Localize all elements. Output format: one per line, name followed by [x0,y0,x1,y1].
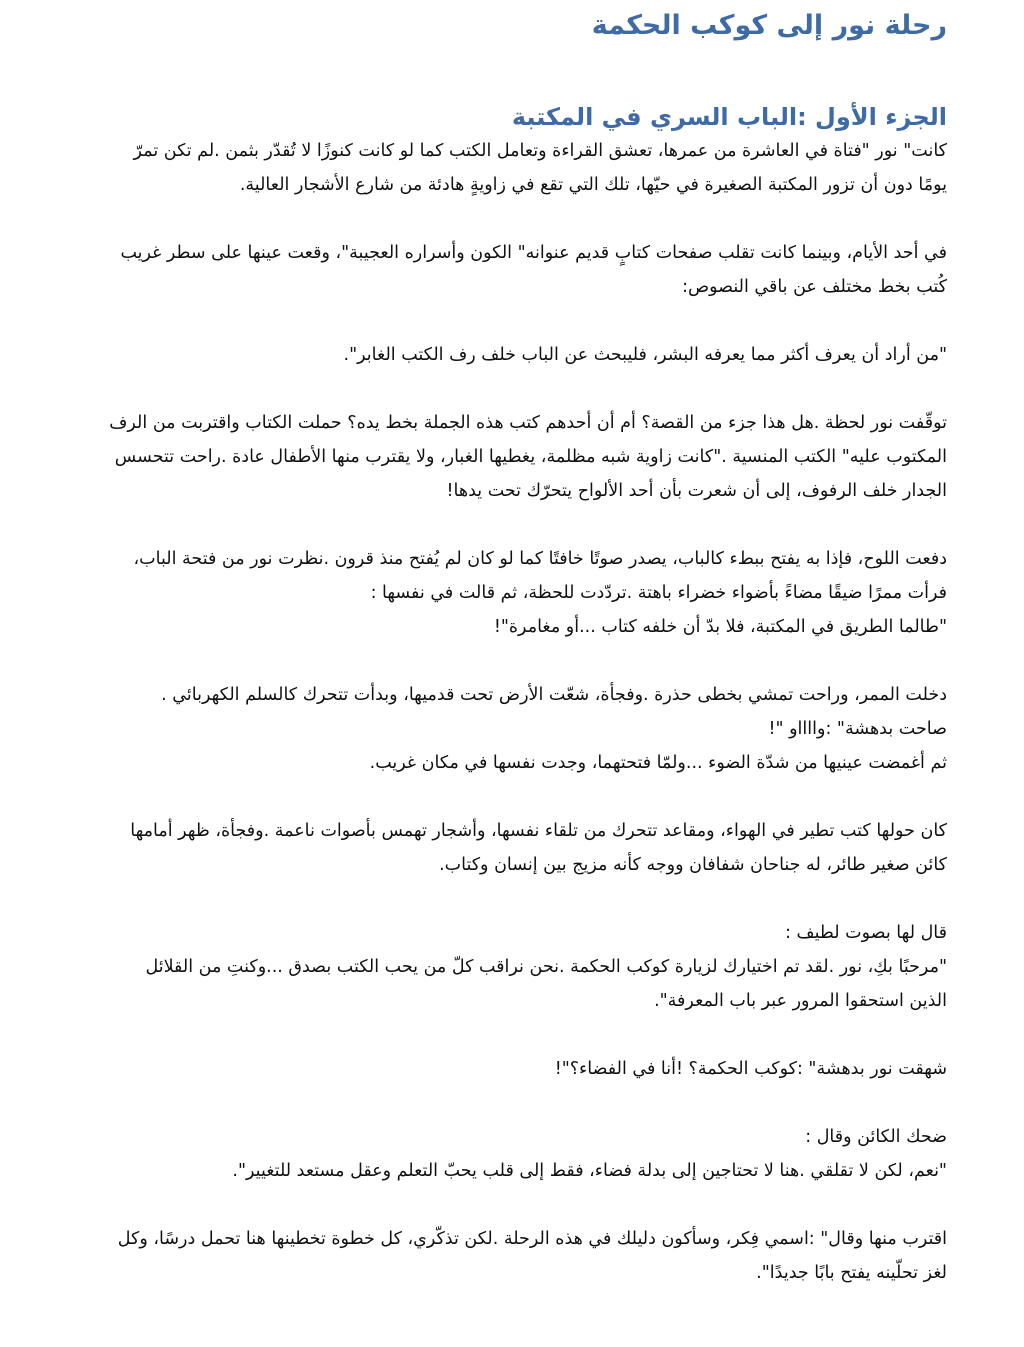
paragraph-line: "نعم، لكن لا تقلقي .هنا لا تحتاجين إلى بدلة فضاء، فقط إلى قلب يحبّ التعلم وعقل مستعد للتغيير". [232,1161,947,1181]
paragraph-line: يومًا دون أن تزور المكتبة الصغيرة في حيّها، تلك التي تقع في زاويةٍ هادئة من شارع الأشجار العالية. [239,175,947,195]
paragraph-line: دخلت الممر، وراحت تمشي بخطى حذرة .وفجأة، شعّت الأرض تحت قدميها، وبدأت تتحرك كالسلم الكهربائي . [161,685,947,705]
paragraph-line: "من أراد أن يعرف أكثر مما يعرفه البشر، فليبحث عن الباب خلف رف الكتب الغابر". [343,345,947,365]
paragraph-line: لغز تحلّينه يفتح بابًا جديدًا". [756,1263,947,1283]
paragraph-line: الجدار خلف الرفوف، إلى أن شعرت بأن أحد الألواح يتحرّك تحت يدها! [446,481,947,501]
paragraph-line: شهقت نور بدهشة" :كوكب الحكمة؟ !أنا في الفضاء؟"! [554,1059,947,1079]
paragraph-line: اقترب منها وقال" :اسمي فِكر، وسأكون دليلك في هذه الرحلة .لكن تذكّري، كل خطوة تخطينها هنا تحمل درسًا، وكل [117,1229,947,1249]
paragraph-line: صاحت بدهشة" :وااااو "! [768,719,947,739]
paragraph-line: كُتب بخط مختلف عن باقي النصوص: [682,277,947,297]
paragraph-line: كان حولها كتب تطير في الهواء، ومقاعد تتحرك من تلقاء نفسها، وأشجار تهمس بأصوات ناعمة .وفجأة، ظهر أمامها [130,821,947,841]
paragraph-line: "طالما الطريق في المكتبة، فلا بدّ أن خلفه كتاب ...أو مغامرة"! [493,617,947,637]
paragraph [62,1222,947,1290]
paragraph-line: في أحد الأيام، وبينما كانت تقلب صفحات كتابٍ قديم عنوانه" الكون وأسراره العجيبة"، وقعت عينها على سطر غريب [120,243,947,263]
paragraph [62,1120,947,1188]
paragraph-line: توقّفت نور لحظة .هل هذا جزء من القصة؟ أم أن أحدهم كتب هذه الجملة بخط يده؟ حملت الكتاب واقتربت من الرف [109,413,947,433]
paragraph [62,542,947,644]
paragraph [62,338,947,372]
paragraph [62,916,947,1018]
paragraph [62,134,947,202]
paragraph-line: الذين استحقوا المرور عبر باب المعرفة". [654,991,947,1011]
paragraph-line: ضحك الكائن وقال : [805,1127,947,1147]
paragraph [62,1052,947,1086]
part-heading: الجزء الأول :الباب السري في المكتبة [511,103,947,131]
paragraph-line: كائن صغير طائر، له جناحان شفافان ووجه كأنه مزيج بين إنسان وكتاب. [439,855,947,875]
paragraph-line: فرأت ممرًا ضيقًا مضاءً بأضواء خضراء باهتة .تردّدت للحظة، ثم قالت في نفسها : [370,583,947,603]
paragraph-line: "مرحبًا بكِ، نور .لقد تم اختيارك لزيارة كوكب الحكمة .نحن نراقب كلّ من يحب الكتب بصدق ...وكنتِ من القلائل [145,957,947,977]
paragraph-line: قال لها بصوت لطيف : [785,923,947,943]
paragraph [62,678,947,780]
document-title: رحلة نور إلى كوكب الحكمة [591,10,947,41]
paragraph [62,814,947,882]
paragraph-line: ثم أغمضت عينيها من شدّة الضوء ...ولمّا فتحتهما، وجدت نفسها في مكان غريب. [369,753,947,773]
document-body [62,134,947,1324]
paragraph [62,406,947,508]
paragraph-line: المكتوب عليه" الكتب المنسية ."كانت زاوية شبه مظلمة، يغطيها الغبار، ولا يقترب منها الأطفال عادة .راحت تتحسس [114,447,947,467]
paragraph-line: دفعت اللوح، فإذا به يفتح ببطء كالباب، يصدر صوتًا خافتًا كما لو كان لم يُفتح منذ قرون .نظرت نور من فتحة الباب، [133,549,947,569]
paragraph [62,236,947,304]
paragraph-line: كانت" نور "فتاة في العاشرة من عمرها، تعشق القراءة وتعامل الكتب كما لو كانت كنوزًا لا تُقدّر بثمن .لم تكن تمرّ [133,141,947,161]
